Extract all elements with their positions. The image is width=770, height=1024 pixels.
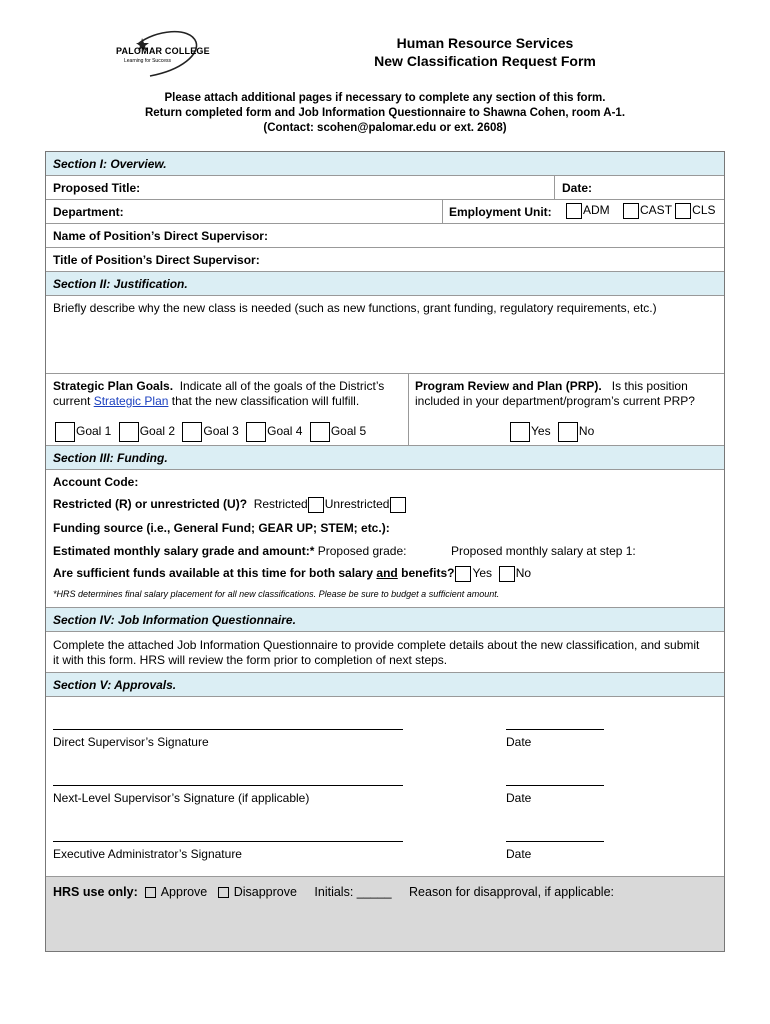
cast-checkbox[interactable] <box>623 203 639 219</box>
department-label: Department: <box>53 205 124 219</box>
sig-label-2: Next-Level Supervisor’s Signature (if applicable) <box>53 791 310 805</box>
supervisor-name-row <box>46 224 724 248</box>
employment-unit-label: Employment Unit: <box>449 205 552 219</box>
logo-tagline: Learning for Success <box>124 58 171 64</box>
goal-2-checkbox[interactable] <box>119 422 139 442</box>
initials-label: Initials: _____ <box>314 885 392 899</box>
adm-checkbox[interactable] <box>566 203 582 219</box>
header-title: Human Resource Services <box>396 35 574 51</box>
employment-unit-options <box>566 203 716 219</box>
prp-no-checkbox[interactable] <box>558 422 578 442</box>
disapprove-checkbox[interactable] <box>218 887 229 898</box>
supervisor-title-label: Title of Position’s Direct Supervisor: <box>53 253 260 267</box>
cast-label: CAST <box>640 203 672 218</box>
date-line-3[interactable] <box>506 841 604 842</box>
section-2-title: Section II: Justification. <box>53 277 188 291</box>
hrs-label: HRS use only: <box>53 885 138 899</box>
logo-name: PALOMAR COLLEGE <box>116 46 210 56</box>
restricted-line: Restricted (R) or unrestricted (U)? Restricted Unrestricted <box>53 497 407 513</box>
hrs-use-row <box>46 877 724 951</box>
justification-row <box>46 296 724 374</box>
reason-label: Reason for disapproval, if applicable: <box>409 885 615 899</box>
section-5-title: Section V: Approvals. <box>53 678 177 692</box>
funding-row <box>46 470 724 608</box>
goal-5-checkbox[interactable] <box>310 422 330 442</box>
justification-prompt: Briefly describe why the new class is needed (such as new functions, grant funding, regulatory requirements, etc.) <box>53 301 657 315</box>
instruction-line-3: (Contact: scohen@palomar.edu or ext. 2608) <box>263 122 507 134</box>
sig-label-3: Executive Administrator’s Signature <box>53 847 242 861</box>
sig-line-2[interactable] <box>53 785 403 786</box>
goal-2-label: Goal 2 <box>139 424 176 439</box>
prp-yes-checkbox[interactable] <box>510 422 530 442</box>
proposed-title-row <box>46 176 724 200</box>
unrestricted-checkbox[interactable] <box>390 497 406 513</box>
section-4-header <box>46 608 724 632</box>
strategic-plan-link[interactable]: Strategic Plan <box>93 394 169 408</box>
approvals-row <box>46 697 724 877</box>
goal-options <box>55 422 366 442</box>
palomar-college-logo <box>110 28 220 80</box>
section-1-header <box>46 152 724 176</box>
date-label-2: Date <box>506 791 532 805</box>
section-3-header <box>46 446 724 470</box>
cls-checkbox[interactable] <box>675 203 691 219</box>
goal-1-label: Goal 1 <box>76 424 112 439</box>
funding-source-label: Funding source (i.e., General Fund; GEAR UP; STEM; etc.): <box>53 521 390 535</box>
cls-label: CLS <box>692 203 716 218</box>
section-2-header <box>46 272 724 296</box>
account-code-label: Account Code: <box>53 475 139 489</box>
goal-4-label: Goal 4 <box>267 424 303 439</box>
instruction-line-1: Please attach additional pages if necessary to complete any section of this form. <box>164 92 606 104</box>
funds-yes-label: Yes <box>472 566 493 581</box>
sig-line-3[interactable] <box>53 841 403 842</box>
instruction-line-2: Return completed form and Job Information Questionnaire to Shawna Cohen, room A-1. <box>144 107 626 119</box>
approve-label: Approve <box>160 885 208 899</box>
proposed-title-label: Proposed Title: <box>53 181 141 195</box>
goal-3-checkbox[interactable] <box>182 422 202 442</box>
form-title: New Classification Request Form <box>374 53 596 69</box>
approve-checkbox[interactable] <box>145 887 156 898</box>
strategic-goals-text-2: current Strategic Plan that the new classification will fulfill. <box>53 394 360 408</box>
sig-label-1: Direct Supervisor’s Signature <box>53 735 209 749</box>
department-row <box>46 200 724 224</box>
classification-form <box>45 151 725 952</box>
goal-3-label: Goal 3 <box>203 424 239 439</box>
strategic-goals-text-1: Strategic Plan Goals. Indicate all of the goals of the District’s <box>53 379 385 393</box>
section-3-title: Section III: Funding. <box>53 451 168 465</box>
date-label-1: Date <box>506 735 532 749</box>
restricted-checkbox[interactable] <box>308 497 324 513</box>
date-line-2[interactable] <box>506 785 604 786</box>
disapprove-label: Disapprove <box>233 885 297 899</box>
hrs-line <box>53 885 614 899</box>
salary-note: *HRS determines final salary placement for all new classifications. Please be sure to budget a sufficient amount. <box>53 589 500 599</box>
section-4-title: Section IV: Job Information Questionnaire. <box>53 613 296 627</box>
funds-no-checkbox[interactable] <box>499 566 515 582</box>
section-5-header <box>46 673 724 697</box>
goals-prp-row <box>46 374 724 446</box>
adm-label: ADM <box>583 203 610 218</box>
jiq-text-2: it with this form. HRS will review the form prior to completion of next steps. <box>53 653 448 667</box>
prp-text-2: included in your department/program’s current PRP? <box>415 394 695 408</box>
goal-5-label: Goal 5 <box>330 424 367 439</box>
salary-line: Estimated monthly salary grade and amount:* Proposed grade: <box>53 544 407 558</box>
restricted-label: Restricted <box>253 497 308 512</box>
date-label: Date: <box>562 181 593 195</box>
date-line-1[interactable] <box>506 729 604 730</box>
unrestricted-label: Unrestricted <box>324 497 390 512</box>
funds-question: Are sufficient funds available at this time for both salary and benefits? Yes No <box>53 566 532 581</box>
supervisor-name-label: Name of Position’s Direct Supervisor: <box>53 229 268 243</box>
proposed-grade-label: Proposed grade: <box>317 544 407 558</box>
prp-text-1: Program Review and Plan (PRP). Is this position <box>415 379 688 393</box>
funds-no-label: No <box>515 566 532 581</box>
goal-1-checkbox[interactable] <box>55 422 75 442</box>
prp-options <box>510 422 594 442</box>
date-label-3: Date <box>506 847 532 861</box>
jiq-row <box>46 632 724 673</box>
section-1-title: Section I: Overview. <box>53 157 167 171</box>
funds-yes-checkbox[interactable] <box>455 566 471 582</box>
prp-yes-label: Yes <box>531 424 551 439</box>
supervisor-title-row <box>46 248 724 272</box>
goal-4-checkbox[interactable] <box>246 422 266 442</box>
sig-line-1[interactable] <box>53 729 403 730</box>
prp-no-label: No <box>578 424 595 439</box>
jiq-text-1: Complete the attached Job Information Questionnaire to provide complete details about the new classification, and submit <box>53 638 700 652</box>
proposed-salary-label: Proposed monthly salary at step 1: <box>451 544 636 558</box>
